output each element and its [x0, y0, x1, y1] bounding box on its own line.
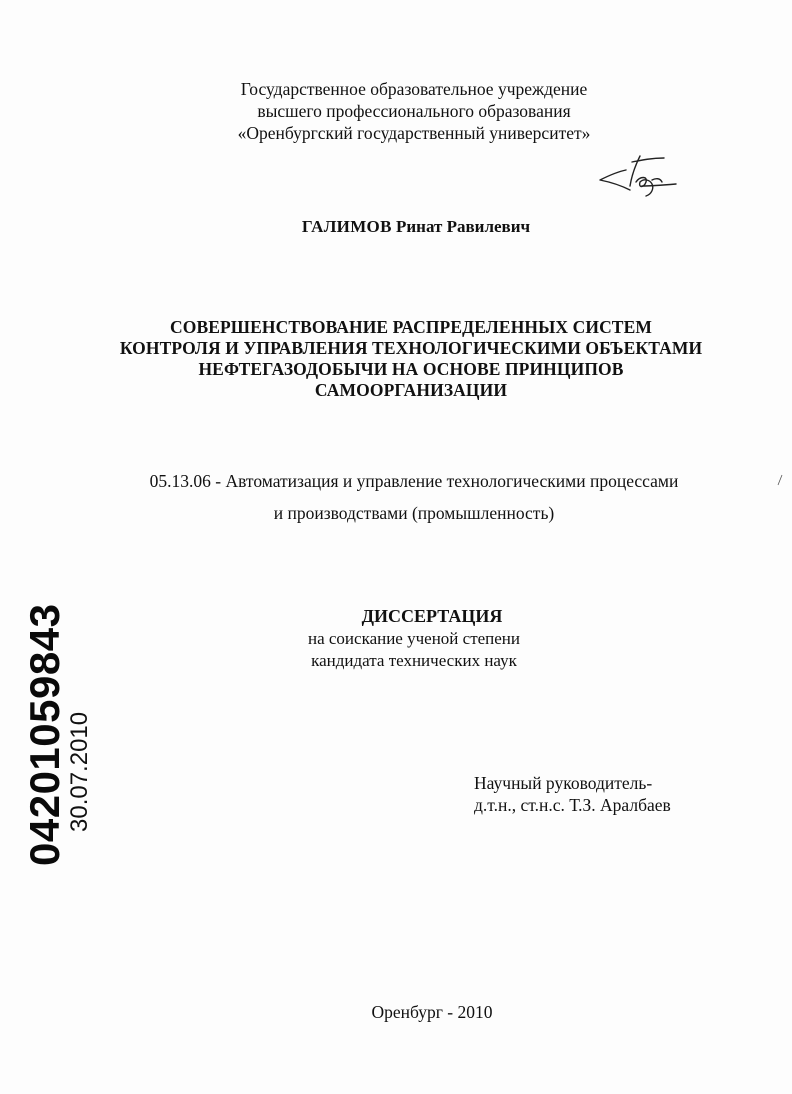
title-line-1: СОВЕРШЕНСТВОВАНИЕ РАСПРЕДЕЛЕННЫХ СИСТЕМ — [170, 317, 652, 337]
signature-icon — [596, 152, 678, 198]
author-surname: ГАЛИМОВ — [301, 217, 392, 236]
dissertation-heading: ДИССЕРТАЦИЯ — [361, 606, 503, 626]
advisor-line-1: Научный руководитель- — [474, 773, 653, 793]
advisor-line-2: д.т.н., ст.н.с. Т.З. Аралбаев — [474, 795, 671, 815]
degree-line-1: на соискание ученой степени — [307, 629, 521, 648]
advisor-block — [474, 772, 671, 816]
institution-line-2: высшего профессионального образования — [257, 101, 571, 121]
title-line-4: САМООРГАНИЗАЦИИ — [314, 380, 508, 400]
library-stamp-date: 30.07.2010 — [66, 711, 93, 832]
title-line-2: КОНТРОЛЯ И УПРАВЛЕНИЯ ТЕХНОЛОГИЧЕСКИМИ ОБЪЕКТАМИ — [119, 338, 703, 358]
author-name — [20, 216, 792, 238]
degree-line-2: кандидата технических наук — [311, 651, 517, 670]
title-line-3: НЕФТЕГАЗОДОБЫЧИ НА ОСНОВЕ ПРИНЦИПОВ — [198, 359, 624, 379]
city-year: Оренбург - 2010 — [371, 1002, 493, 1022]
institution-line-1: Государственное образовательное учреждение — [240, 79, 588, 99]
library-stamp-number: 04201059843 — [21, 603, 68, 866]
institution-block — [0, 78, 792, 144]
degree-block — [0, 628, 792, 672]
specialty-line-1: 05.13.06 - Автоматизация и управление технологическими процессами — [149, 471, 679, 491]
dissertation-title — [0, 317, 792, 401]
institution-line-3: «Оренбургский государственный университет» — [237, 123, 591, 143]
specialty-line-2: и производствами (промышленность) — [273, 503, 555, 523]
specialty-block — [0, 465, 792, 529]
author-given-names: Ринат Равилевич — [395, 217, 531, 236]
